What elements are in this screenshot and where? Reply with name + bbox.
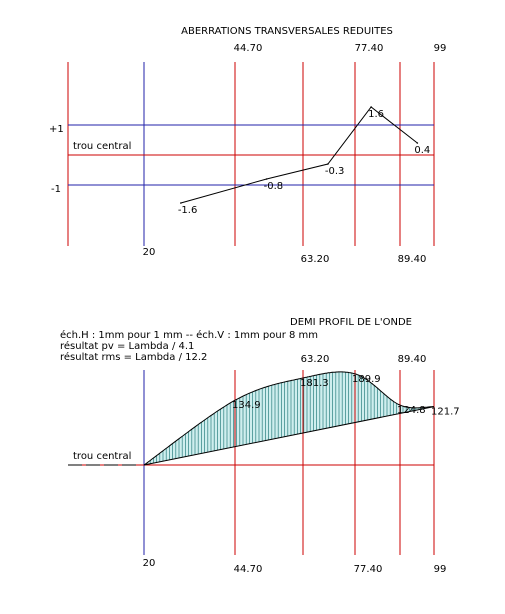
top-ytick-plus1: +1 (49, 124, 64, 135)
aberration-point-label: 1.6 (368, 109, 385, 120)
wavefront-chart (60, 317, 460, 575)
wavefront-point-label: 124.8 (397, 405, 426, 417)
top-xtick-top-99: 99 (433, 43, 447, 54)
aberration-point (370, 106, 372, 108)
bottom-xtick-top-89-40: 89.40 (397, 354, 427, 365)
aberration-point-label: 0.4 (414, 145, 431, 156)
aberration-point-label: -0.8 (263, 181, 284, 192)
aberrations-chart (49, 26, 446, 265)
aberration-point (417, 142, 419, 144)
aberration-point-label: -1.6 (177, 205, 198, 216)
aberration-point-labels (178, 106, 430, 216)
aberration-point (180, 202, 182, 204)
aberration-point (327, 163, 329, 165)
bottom-xtick-bottom-99: 99 (433, 564, 447, 575)
bottom-note-pv: résultat pv = Lambda / 4.1 (60, 341, 195, 352)
wavefront-point-label: 134.9 (232, 400, 261, 412)
bottom-xtick-bottom-77-40: 77.40 (353, 564, 383, 575)
bottom-xtick-bottom-20: 20 (142, 558, 156, 569)
top-annotation-trou-central: trou central (73, 141, 132, 152)
top-ytick-minus1: -1 (51, 184, 61, 195)
bottom-xtick-bottom-44-70: 44.70 (233, 564, 263, 575)
wavefront-point-label: 121.7 (431, 406, 460, 418)
bottom-chart-title: DEMI PROFIL DE L'ONDE (290, 317, 412, 328)
bottom-annotation-trou-central: trou central (73, 451, 132, 462)
top-xtick-bottom-89-40: 89.40 (397, 254, 427, 265)
wavefront-point-label: 181.3 (300, 377, 329, 389)
top-xtick-top-77-40: 77.40 (354, 43, 384, 54)
wavefront-point-label: 189.9 (352, 373, 381, 385)
top-chart-title: ABERRATIONS TRANSVERSALES REDUITES (181, 26, 393, 37)
top-xtick-bottom-63-20: 63.20 (300, 254, 330, 265)
top-xtick-bottom-20: 20 (142, 247, 156, 258)
aberration-point-label: -0.3 (324, 166, 345, 177)
wavefront-area-fill (144, 372, 434, 465)
aberration-point (266, 178, 268, 180)
top-xtick-top-44-70: 44.70 (233, 43, 263, 54)
bottom-xtick-top-63-20: 63.20 (300, 354, 330, 365)
wavefront-area-hatch (147, 372, 422, 465)
bottom-note-rms: résultat rms = Lambda / 12.2 (60, 352, 208, 363)
bottom-note-scale: éch.H : 1mm pour 1 mm -- éch.V : 1mm pour 8 mm (60, 330, 319, 341)
